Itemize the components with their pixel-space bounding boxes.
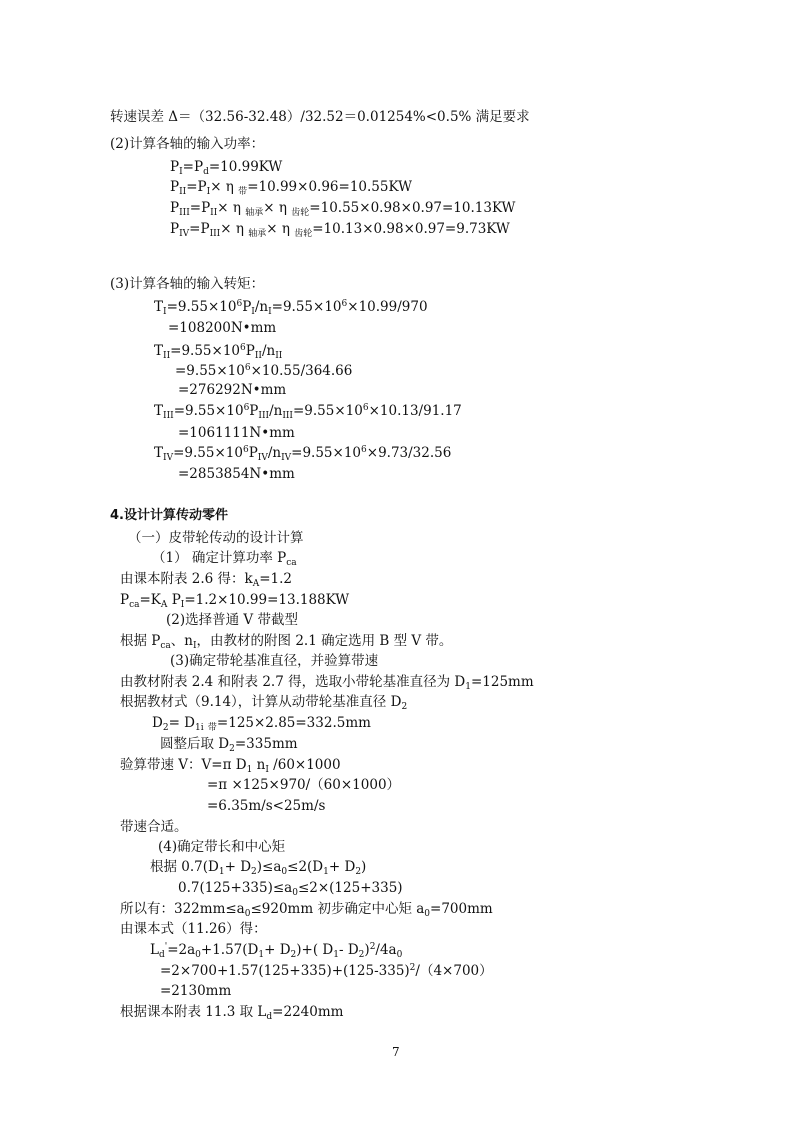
formula-line: $=2\times 700+1.57(125+335)+(125-335)^2/(4\times 700)$: [160, 963, 493, 979]
step-heading: (4)确定带长和中心矩: [158, 839, 286, 855]
section-heading: (2)计算各轴的输入功率：: [110, 136, 265, 152]
formula-line: =276292N•mm: [178, 382, 287, 398]
text-line: 所以有：$322mm\le a_0\le 920mm$ 初步确定中心矩 $a_0=700mm$: [120, 901, 493, 919]
page-number: 7: [392, 1045, 400, 1059]
formula-line: =π ×125×970/（60×1000）: [207, 777, 401, 793]
section-heading: (3)计算各轴的输入转矩：: [110, 276, 265, 292]
formula-line: $P_{II}=P_I\times \eta$ $_带$=10.99×0.96=10.55KW: [170, 179, 412, 197]
formula-line: $=9.55\times 10^6\times 10.55/364.66$: [175, 363, 353, 379]
formula-line: $0.7(125+335)\le a_0\le 2\times(125+335)$: [178, 880, 403, 898]
formula-line: 验算带速 V：V=π $D_1$ $n_I$ /60×1000: [120, 757, 341, 775]
formula-line: $P_{III}=P_{II}\times \eta$ $_{轴承}$× η $_{齿轮}$=10.55×0.98×0.97=10.13KW: [170, 200, 516, 218]
formula-line: $P_I=P_d=10.99KW$: [170, 159, 283, 177]
formula-line: $D_2= D_{1i}$ $_带$=125×2.85=332.5mm: [152, 715, 371, 733]
formula-line: $P_{IV}=P_{III}\times \eta$ $_{轴承}$× η $_{齿轮}$=10.13×0.98×0.97=9.73KW: [170, 221, 510, 239]
formula-line: $T_{III}=9.55\times 10^6P_{III}/n_{III}=9.55\times 10^6\times 10.13/91.17$: [154, 403, 462, 421]
text-line: 由课本附表 2.6 得：$k_A=1.2$: [120, 571, 293, 589]
formula-line: =2853854N•mm: [178, 466, 295, 482]
formula-line: =1061111N•mm: [178, 425, 295, 441]
step-heading: （1） 确定计算功率 $P_{ca}$: [152, 550, 297, 568]
chapter-heading: 4.设计计算传动零件: [110, 508, 228, 523]
formula-line: =6.35m/s<25m/s: [207, 798, 326, 814]
formula-line: $L_d'=2a_0+1.57(D_1+ D_2)+$( $D_1-$ $D_2)^2/4a_0$: [150, 942, 403, 960]
text-line: 由课本式（11.26）得：: [120, 921, 267, 937]
text-line: 带速合适。: [120, 819, 188, 835]
formula-line: =2130mm: [160, 983, 232, 999]
text-line: 根据 $P_{ca}$、$n_I$，由教材的附图 2.1 确定选用 B 型 V 带。: [120, 633, 453, 651]
text-line: 转速误差 Δ＝（32.56-32.48）/32.52＝0.01254%<0.5% 满足要求: [110, 109, 530, 125]
step-heading: (2)选择普通 V 带截型: [166, 612, 298, 628]
formula-line: 根据 $0.7(D_1+ D_2)\le a_0\le 2(D_1+ D_2)$: [150, 859, 367, 877]
text-line: 根据课本附表 11.3 取 $L_d=2240mm$: [120, 1004, 344, 1022]
formula-line: $T_{IV}=9.55\times 10^6P_{IV}/n_{IV}=9.55\times 10^6\times 9.73/32.56$: [154, 445, 452, 463]
subsection-heading: （一）皮带轮传动的设计计算: [128, 530, 304, 546]
formula-line: $T_{II}=9.55\times 10^6P_{II}/n_{II}$: [154, 343, 283, 361]
formula-line: $P_{ca}=K_A$ $P_I=1.2\times 10.99=13.188KW$: [120, 592, 350, 610]
formula-line: =108200N•mm: [168, 320, 277, 336]
step-heading: (3)确定带轮基准直径，并验算带速: [170, 653, 379, 669]
formula-line: $T_I=9.55\times 10^6P_I/n_I=9.55\times 10^6\times 10.99/970$: [154, 299, 428, 317]
formula-line: 圆整后取 $D_2=335mm$: [160, 736, 298, 754]
text-line: 由教材附表 2.4 和附表 2.7 得，选取小带轮基准直径为 $D_1=125mm$: [120, 674, 534, 692]
text-line: 根据教材式（9.14），计算从动带轮基准直径 $D_2$: [120, 694, 408, 712]
